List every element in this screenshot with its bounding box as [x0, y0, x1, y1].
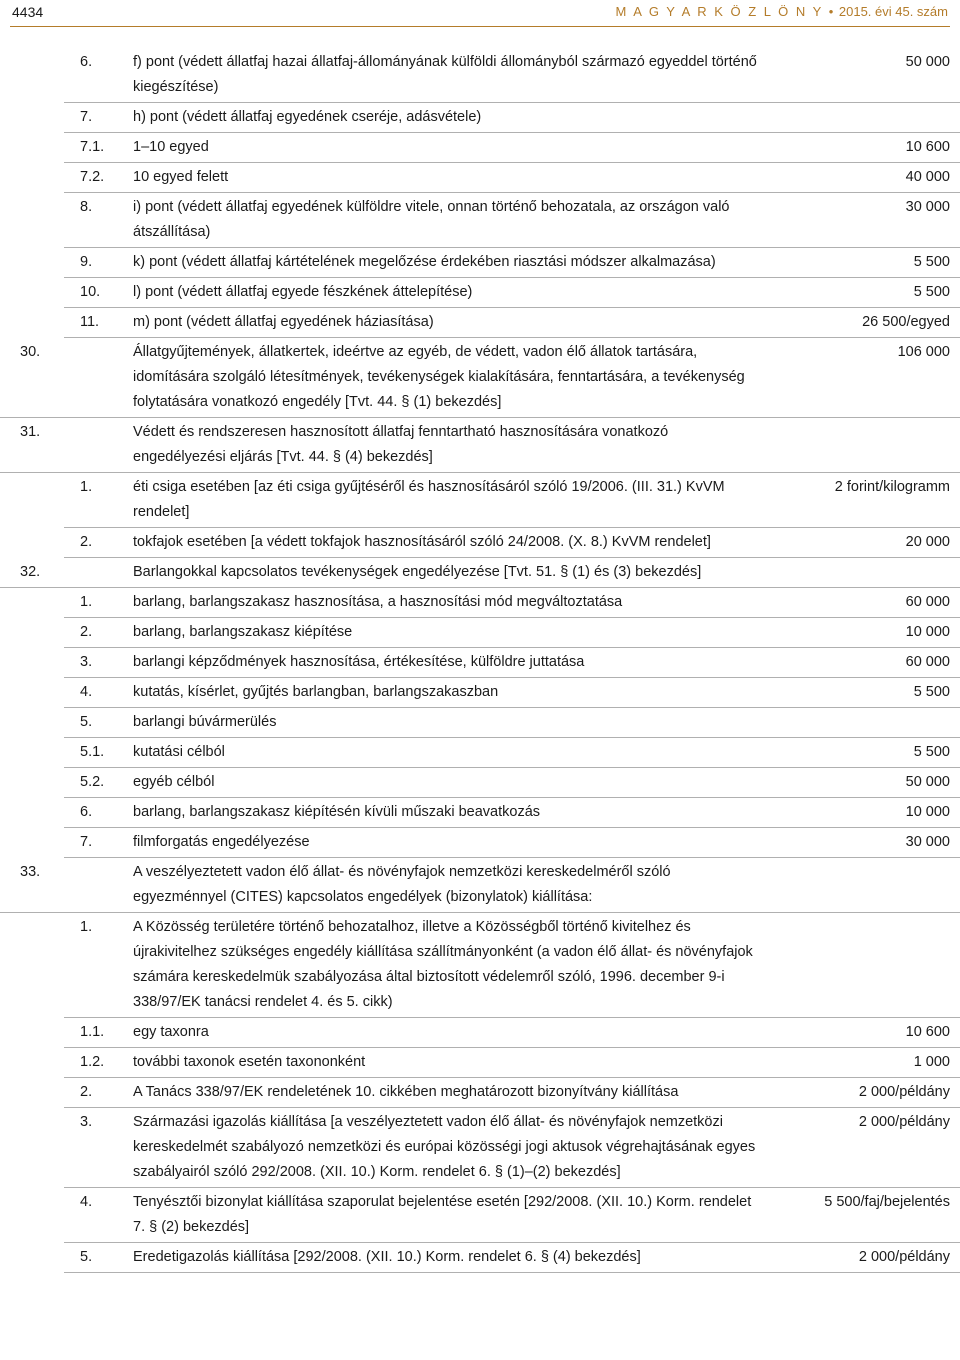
table-row	[64, 193, 960, 248]
row-description: filmforgatás engedélyezése	[133, 834, 310, 850]
row-fee: 50 000	[905, 54, 950, 70]
row-number: 4.	[80, 1194, 93, 1210]
row-number: 32.	[20, 564, 41, 580]
row-number: 11.	[80, 314, 100, 330]
row-description: barlangi búvármerülés	[133, 714, 277, 730]
row-number: 1.2.	[80, 1054, 105, 1070]
table-row	[64, 648, 960, 678]
row-fee: 50 000	[905, 774, 950, 790]
row-fee: 5 500	[913, 684, 950, 700]
row-number: 5.1.	[80, 744, 105, 760]
row-description: Származási igazolás kiállítása [a veszélyeztetett vadon élő állat- és növényfajok nemzetközi kereskedelmét szabályozó nemzetközi és európai közösségi jogi aktusok végrehajtásának egyes szabályairól szóló 292/2008. (XII. 10.) Korm. rendelet 6. § (1)–(2) bekezdés]	[133, 1114, 756, 1180]
row-fee: 5 500	[913, 744, 950, 760]
row-description: további taxonok esetén taxononként	[133, 1054, 366, 1070]
page-header	[0, 0, 960, 26]
row-number: 4.	[80, 684, 93, 700]
row-fee: 2 forint/kilogramm	[834, 479, 950, 495]
row-number: 6.	[80, 54, 93, 70]
row-number: 1.	[80, 479, 93, 495]
fee-table	[0, 48, 960, 1273]
row-description: Tenyésztői bizonylat kiállítása szaporulat bejelentése esetén [292/2008. (XII. 10.) Korm. rendelet 7. § (2) bekezdés]	[133, 1194, 752, 1235]
row-description: i) pont (védett állatfaj egyedének külföldre vitele, onnan történő behozatala, az országon való átszállítása)	[133, 199, 730, 240]
row-description: l) pont (védett állatfaj egyede fészkének áttelepítése)	[133, 284, 473, 300]
row-number: 30.	[20, 344, 41, 360]
row-number: 3.	[80, 1114, 93, 1130]
row-number: 7.1.	[80, 139, 105, 155]
row-description: Barlangokkal kapcsolatos tevékenységek engedélyezése [Tvt. 51. § (1) és (3) bekezdés]	[133, 564, 702, 580]
row-description: éti csiga esetében [az éti csiga gyűjtéséről és hasznosításáról szóló 19/2006. (III. 31.) KvVM rendelet]	[133, 479, 725, 520]
table-row	[64, 1108, 960, 1188]
table-row	[64, 768, 960, 798]
table-row	[0, 858, 960, 913]
row-fee: 10 600	[905, 1024, 950, 1040]
row-fee: 5 500	[913, 254, 950, 270]
row-number: 6.	[80, 804, 93, 820]
row-fee: 106 000	[897, 344, 950, 360]
row-fee: 30 000	[905, 834, 950, 850]
row-description: tokfajok esetében [a védett tokfajok hasznosításáról szóló 24/2008. (X. 8.) KvVM rendelet]	[133, 534, 711, 550]
table-row	[64, 708, 960, 738]
row-fee: 2 000/példány	[858, 1249, 950, 1265]
table-row	[64, 828, 960, 858]
row-description: Védett és rendszeresen hasznosított állatfaj fenntartható hasznosítására vonatkozó engedélyezési eljárás [Tvt. 44. § (4) bekezdés]	[133, 424, 669, 465]
row-number: 33.	[20, 864, 41, 880]
row-description: egy taxonra	[133, 1024, 209, 1040]
row-fee: 10 000	[905, 804, 950, 820]
table-row	[64, 618, 960, 648]
row-fee: 30 000	[905, 199, 950, 215]
table-row	[64, 738, 960, 768]
row-description: A veszélyeztetett vadon élő állat- és növényfajok nemzetközi kereskedelméről szóló egyezménnyel (CITES) kapcsolatos engedélyek (bizonylatok) kiállítása:	[133, 864, 671, 905]
row-fee: 5 500	[913, 284, 950, 300]
table-row	[64, 163, 960, 193]
row-number: 5.2.	[80, 774, 105, 790]
journal-name: M A G Y A R K Ö Z L Ö N Y	[615, 4, 824, 19]
table-row	[64, 798, 960, 828]
row-fee: 26 500/egyed	[862, 314, 950, 330]
row-number: 7.	[80, 834, 93, 850]
row-number: 9.	[80, 254, 93, 270]
table-row	[64, 103, 960, 133]
journal-title	[616, 4, 948, 19]
table-row	[64, 308, 960, 338]
table-row	[64, 1078, 960, 1108]
row-description: kutatási célból	[133, 744, 225, 760]
page-number: 4434	[12, 4, 44, 20]
table-row	[0, 558, 960, 588]
table-row	[64, 1048, 960, 1078]
row-number: 5.	[80, 1249, 93, 1265]
row-description: m) pont (védett állatfaj egyedének háziasítása)	[133, 314, 434, 330]
table-row	[64, 1018, 960, 1048]
row-description: barlang, barlangszakasz hasznosítása, a hasznosítási mód megváltoztatása	[133, 594, 623, 610]
row-description: f) pont (védett állatfaj hazai állatfaj-állományának külföldi állományból származó egyeddel történő kiegészítése)	[133, 54, 757, 95]
row-fee: 60 000	[905, 594, 950, 610]
row-description: A Tanács 338/97/EK rendeletének 10. cikkében meghatározott bizonyítvány kiállítása	[133, 1084, 679, 1100]
row-fee: 10 600	[905, 139, 950, 155]
row-number: 31.	[20, 424, 41, 440]
row-fee: 1 000	[913, 1054, 950, 1070]
row-fee: 5 500/faj/bejelentés	[824, 1194, 950, 1210]
row-fee: 40 000	[905, 169, 950, 185]
table-row	[64, 1188, 960, 1243]
row-fee: 2 000/példány	[858, 1084, 950, 1100]
row-number: 1.	[80, 919, 93, 935]
table-row	[64, 473, 960, 528]
row-number: 8.	[80, 199, 93, 215]
row-fee: 10 000	[905, 624, 950, 640]
row-description: 1–10 egyed	[133, 139, 209, 155]
row-description: egyéb célból	[133, 774, 215, 790]
table-row	[64, 133, 960, 163]
row-description: Állatgyűjtemények, állatkertek, ideértve az egyéb, de védett, vadon élő állatok tartására, idomítására szolgáló létesítmények, tevékenységek kialakítására, fenntartására, a tevékenység folytatására vonatkozó engedély [Tvt. 44. § (1) bekezdés]	[133, 344, 745, 410]
row-number: 2.	[80, 1084, 93, 1100]
table-row	[64, 913, 960, 1018]
row-description: k) pont (védett állatfaj kártételének megelőzése érdekében riasztási módszer alkalmazása)	[133, 254, 716, 270]
table-row	[0, 418, 960, 473]
row-description: h) pont (védett állatfaj egyedének cseréje, adásvétele)	[133, 109, 482, 125]
row-description: Eredetigazolás kiállítása [292/2008. (XII. 10.) Korm. rendelet 6. § (4) bekezdés]	[133, 1249, 641, 1265]
header-bullet: •	[828, 4, 834, 19]
row-description: 10 egyed felett	[133, 169, 229, 185]
table-row	[0, 338, 960, 418]
row-number: 3.	[80, 654, 93, 670]
table-row	[64, 48, 960, 103]
row-fee: 2 000/példány	[858, 1114, 950, 1130]
row-number: 1.1.	[80, 1024, 105, 1040]
table-row	[64, 528, 960, 558]
row-description: kutatás, kísérlet, gyűjtés barlangban, barlangszakaszban	[133, 684, 499, 700]
row-number: 10.	[80, 284, 101, 300]
row-number: 2.	[80, 624, 93, 640]
row-description: barlangi képződmények hasznosítása, értékesítése, külföldre juttatása	[133, 654, 585, 670]
table-row	[64, 278, 960, 308]
table-row	[64, 248, 960, 278]
row-description: barlang, barlangszakasz kiépítése	[133, 624, 353, 640]
row-number: 2.	[80, 534, 93, 550]
table-row	[64, 678, 960, 708]
row-number: 7.2.	[80, 169, 105, 185]
table-row	[64, 1243, 960, 1273]
table-row	[64, 588, 960, 618]
header-rule	[10, 26, 950, 27]
issue-number: 2015. évi 45. szám	[838, 4, 948, 19]
row-number: 7.	[80, 109, 93, 125]
row-description: barlang, barlangszakasz kiépítésén kívüli műszaki beavatkozás	[133, 804, 541, 820]
row-number: 1.	[80, 594, 93, 610]
row-number: 5.	[80, 714, 93, 730]
row-description: A Közösség területére történő behozatalhoz, illetve a Közösségből történő kivitelhez és újrakivitelhez szükséges engedély kiállítása szállítmányonként (a vadon élő állat- és növényfajok számára kereskedelmük szabályozása által biztosított védelemről szóló, 1996. december 9-i 338/97/EK tanácsi rendelet 4. és 5. cikk)	[133, 919, 753, 1010]
row-fee: 20 000	[905, 534, 950, 550]
row-fee: 60 000	[905, 654, 950, 670]
